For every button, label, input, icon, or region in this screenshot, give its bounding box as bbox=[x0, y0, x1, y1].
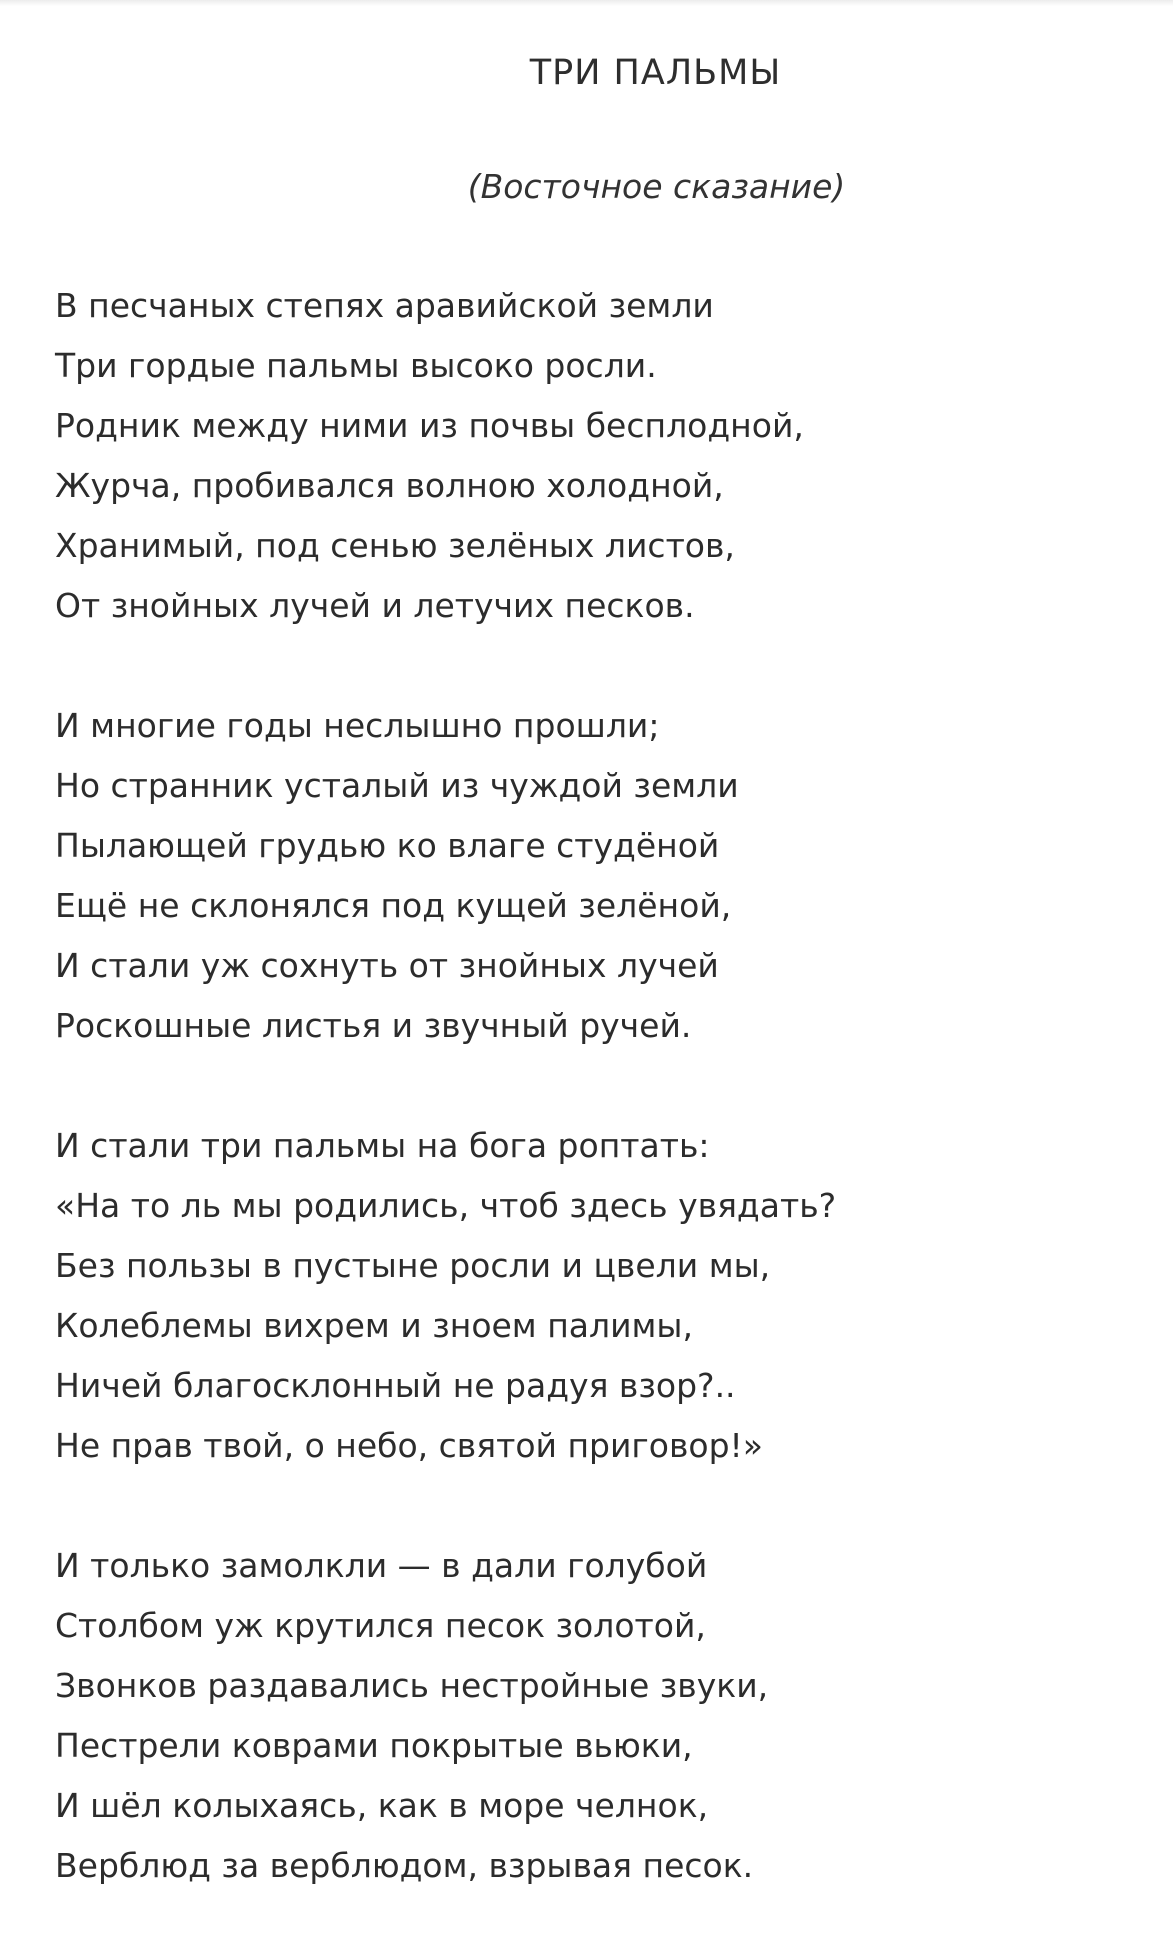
poem-line: Но странник усталый из чуждой земли bbox=[55, 766, 739, 805]
poem-line: Пестрели коврами покрытые вьюки, bbox=[55, 1726, 693, 1765]
poem-line: Пылающей грудью ко влаге студёной bbox=[55, 826, 720, 865]
poem-line: В песчаных степях аравийской земли bbox=[55, 286, 714, 325]
poem-line: Колеблемы вихрем и зноем палимы, bbox=[55, 1306, 693, 1345]
poem-line: И многие годы неслышно прошли; bbox=[55, 706, 660, 745]
poem-line: Ничей благосклонный не радуя взор?.. bbox=[55, 1366, 736, 1405]
poem-line: Хранимый, под сенью зелёных листов, bbox=[55, 526, 735, 565]
stanza-3 bbox=[55, 1116, 1155, 1476]
poem-line: Журча, пробивался волною холодной, bbox=[55, 466, 724, 505]
stanza-2 bbox=[55, 696, 1155, 1056]
poem-line: Верблюд за верблюдом, взрывая песок. bbox=[55, 1846, 754, 1885]
top-edge-shadow bbox=[0, 0, 1173, 6]
poem-line: Столбом уж крутился песок золотой, bbox=[55, 1606, 706, 1645]
poem-title: ТРИ ПАЛЬМЫ bbox=[529, 53, 782, 93]
poem-line: Без пользы в пустыне росли и цвели мы, bbox=[55, 1246, 771, 1285]
poem-line: «На то ль мы родились, чтоб здесь увядать? bbox=[55, 1186, 837, 1225]
poem-subtitle: (Восточное сказание) bbox=[467, 167, 846, 206]
poem-line: Три гордые пальмы высоко росли. bbox=[55, 346, 657, 385]
poem-line: И стали три пальмы на бога роптать: bbox=[55, 1126, 710, 1165]
poem-line: И шёл колыхаясь, как в море челнок, bbox=[55, 1786, 709, 1825]
poem-body bbox=[55, 276, 1155, 1956]
poem-line: Звонков раздавались нестройные звуки, bbox=[55, 1666, 769, 1705]
stanza-4 bbox=[55, 1536, 1155, 1896]
poem-line: И стали уж сохнуть от знойных лучей bbox=[55, 946, 719, 985]
poem-line: Не прав твой, о небо, святой приговор!» bbox=[55, 1426, 763, 1465]
poem-line: Ещё не склонялся под кущей зелёной, bbox=[55, 886, 732, 925]
poem-line: Родник между ними из почвы бесплодной, bbox=[55, 406, 804, 445]
poem-line: От знойных лучей и летучих песков. bbox=[55, 586, 695, 625]
poem-line: Роскошные листья и звучный ручей. bbox=[55, 1006, 692, 1045]
poem-line: И только замолкли — в дали голубой bbox=[55, 1546, 708, 1585]
stanza-1 bbox=[55, 276, 1155, 636]
